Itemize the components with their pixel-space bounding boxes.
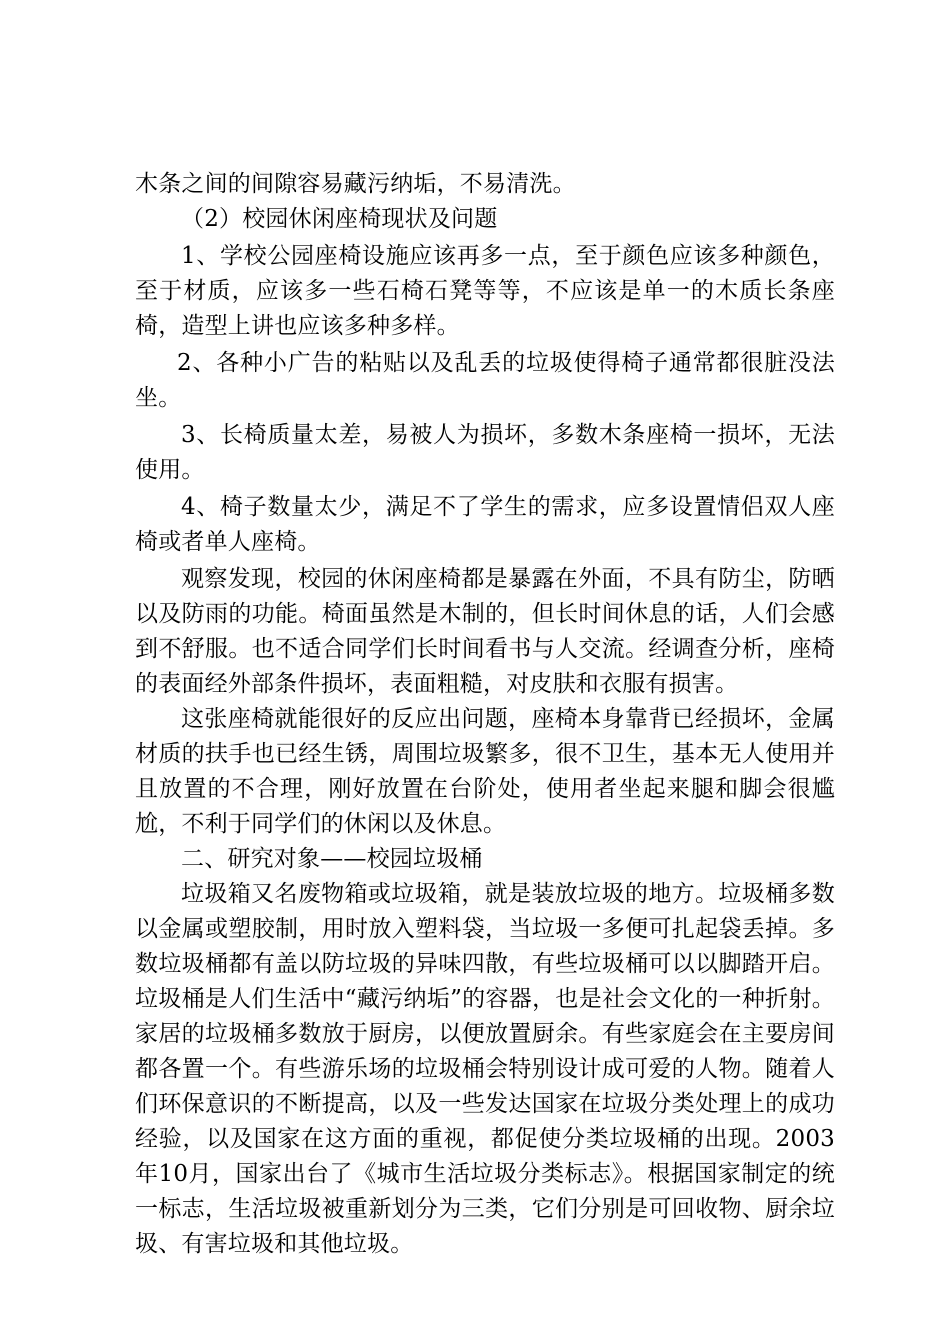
paragraph-continuation: 木条之间的间隙容易藏污纳垢，不易清洗。 <box>135 171 576 197</box>
section-heading-trash-bin: 二、研究对象——校园垃圾桶 <box>181 846 483 872</box>
list-item-4: 4、椅子数量太少，满足不了学生的需求，应多设置情侣双人座椅或者单人座椅。 <box>135 494 835 555</box>
paragraph-observation: 观察发现，校园的休闲座椅都是暴露在外面，不具有防尘，防晒以及防雨的功能。椅面虽然是木制的，但长时间休息的话，人们会感到不舒服。也不适合同学们长时间看书与人交流。经调查分析，座椅的表面经外部条件损坏，表面粗糙，对皮肤和衣服有损害。 <box>135 566 835 697</box>
list-item-3: 3、长椅质量太差，易被人为损坏，多数木条座椅一损坏，无法使用。 <box>135 422 835 483</box>
list-item-2: 2、各种小广告的粘贴以及乱丢的垃圾使得椅子通常都很脏没法坐。 <box>135 350 835 411</box>
paragraph-trash-bin: 垃圾箱又名废物箱或垃圾箱，就是装放垃圾的地方。垃圾桶多数以金属或塑胶制，用时放入塑料袋，当垃圾一多便可扎起袋丢掉。多数垃圾桶都有盖以防垃圾的异味四散，有些垃圾桶可以以脚踏开启。垃圾桶是人们生活中“藏污纳垢”的容器，也是社会文化的一种折射。家居的垃圾桶多数放于厨房，以便放置厨余。有些家庭会在主要房间都各置一个。有些游乐场的垃圾桶会特别设计成可爱的人物。随着人们环保意识的不断提高，以及一些发达国家在垃圾分类处理上的成功经验，以及国家在这方面的重视，都促使分类垃圾桶的出现。2003年10月，国家出台了《城市生活垃圾分类标志》。根据国家制定的统一标志，生活垃圾被重新划分为三类，它们分别是可回收物、厨余垃圾、有害垃圾和其他垃圾。 <box>135 881 835 1257</box>
paragraph-bench-photo: 这张座椅就能很好的反应出问题，座椅本身靠背已经损坏，金属材质的扶手也已经生锈，周围垃圾繁多，很不卫生，基本无人使用并且放置的不合理，刚好放置在台阶处，使用者坐起来腿和脚会很尴尬，不利于同学们的休闲以及休息。 <box>135 706 835 837</box>
section-heading-bench-status: （2）校园休闲座椅现状及问题 <box>181 206 498 232</box>
list-item-1: 1、学校公园座椅设施应该再多一点，至于颜色应该多种颜色，至于材质，应该多一些石椅石凳等等，不应该是单一的木质长条座椅，造型上讲也应该多种多样。 <box>135 243 835 339</box>
document-page <box>135 167 835 1262</box>
